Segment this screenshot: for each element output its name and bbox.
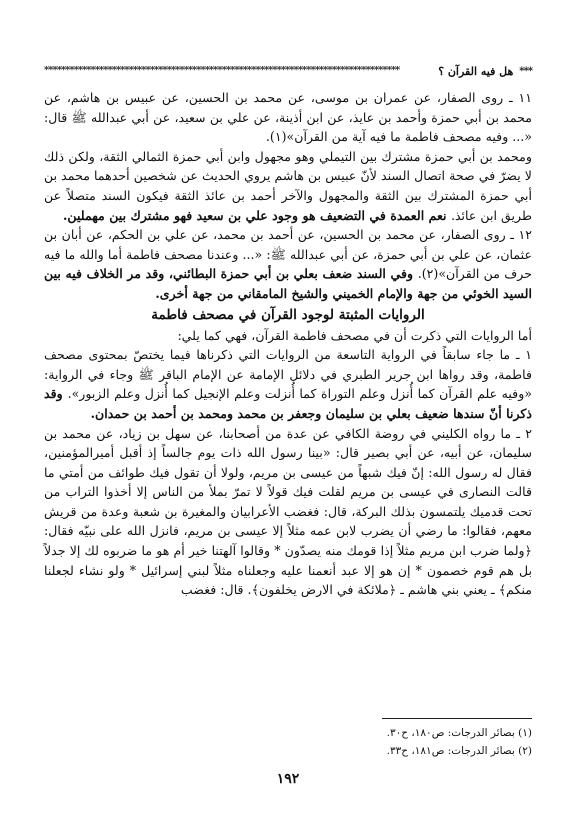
page-number: ١٩٢ [276,771,300,787]
header-stars: ************************************************************************************ [44,66,400,76]
page-body [44,88,532,600]
header-title: هل فيه القرآن ؟ [438,64,514,78]
footnote-1: (١) بصائر الدرجات: ص١٨٠، ح٣٠. [386,727,532,739]
paragraph-11-commentary [44,147,532,225]
narration-1 [44,345,532,423]
paragraph-11-commentary-bold: نعم العمدة في التضعيف هو وجود علي بن سعيد فهو مشترك بين مهملين. [63,207,451,223]
footnote-2: (٢) بصائر الدرجات: ص١٨١، ح٣٣. [386,745,532,757]
narration-1-text: ١ ـ ما جاء سابقاً في الرواية التاسعة من الروايات التي ذكرناها فيما يختصّ بمحتوى مصحف فاطمة، وقد رواها ابن جرير الطبري في دلائل الإمامة عن الإمام الباقر ﷺ وجاء في الرواية: «وفيه علم القرآن كما أُنزل وعلم التوراة كما أُنزلت وعلم الإنجيل كما أُنزل وعلم الزبور». [44,347,532,402]
header-stars-right: *** [519,65,532,77]
running-header [44,62,532,80]
narration-2: ٢ ـ ما رواه الكليني في روضة الكافي عن عدة من أصحابنا، عن سهل بن زياد، عن محمد بن سليمان، عن أبيه، عن أبي بصير قال: «بينا رسول الله ذات يوم جالساً إذ أقبل أميرالمؤمنين، فقال له رسول الله: إنّ فيك شبهاً من عيسى بن مريم، ولولا أن تقول فيك طوائف من أمتي ما قالت النصارى في عيسى بن مريم لقلت فيك قولاً لا تمرّ بملأ من الناس إلا أخذوا التراب من تحت قدميك يلتمسون بذلك البركة، قال: فغضب الأعرابيان والمغيرة بن شعبة وعدة من قريش معهم، فقالوا: ما رضي أن يضرب لابن عمه مثلاً إلا عيسى بن مريم، فانزل الله على نبيّه فقال: ﴿ولما ضرب ابن مريم مثلاً إذا قومك منه يصدّون * وقالوا آلهتنا خير أم هو ما ضربوه لك إلا جدلاً بل هم قوم خصمون * إن هو إلا عبد أنعمنا عليه وجعلناه مثلاً لبني إسرائيل * ولو نشاء لجعلنا منكم﴾ ـ يعني بني هاشم ـ ﴿ملائكة في الارض يخلفون﴾. قال: فغضب [44,425,532,598]
section-heading: الروايات المثبتة لوجود القرآن في مصحف فاطمة [151,306,425,323]
paragraph-11 [44,88,532,147]
narration-1-bold: وقد ذكرنا أنّ سندها ضعيف بعلي بن سليمان وجعفر بن محمد ومحمد بن أحمد بن حمدان. [44,386,532,421]
footnote-divider [382,718,532,719]
paragraph-11-commentary-text: ومحمد بن أبي حمزة مشترك بين التيملي وهو مجهول وابن أبي حمزة الثمالي الثقة، ولكن ذلك لا يضرّ في صحة اتصال السند لأنّ عبيس بن هاشم يروي الحديث عن شخصين أحدهما محمد بن أبي حمزة المشترك بين الثقة والمجهول والآخر أحمد بن عائذ الثقة فيكون السند متصلاً عن طريق ابن عائذ. [44,148,532,223]
section-intro: أما الروايات التي ذكرت أن في مصحف فاطمة القرآن، فهي كما يلي: [177,327,532,343]
paragraph-11-text: ١١ ـ روى الصفار، عن عمران بن موسى، عن محمد بن الحسين، عن عبيس بن هاشم، عن محمد بن أبي حمزة وأحمد بن عايذ، عن ابن أذينة، عن علي بن سعيد، عن أبي عبدالله ﷺ قال: «... وفيه مصحف فاطمة ما فيه آية من القرآن»(١). [44,90,532,145]
paragraph-12 [44,225,532,303]
paragraph-12-text: ١٢ ـ روى الصفار، عن محمد بن الحسين، عن أحمد بن محمد، عن علي بن الحكم، عن أبان بن عثمان، عن علي بن أبي حمزة، عن أبي عبدالله ﷺ: «... وعندنا مصحف فاطمة أما والله ما فيه حرف من القرآن»(٢). [44,227,532,282]
footnotes [44,724,532,760]
paragraph-12-bold: وفي السند ضعف بعلي بن أبي حمزة البطائني، وقد مر الخلاف فيه بين السيد الخوئي من جهة والإمام الخميني والشيخ المامقاني من جهة أخرى. [44,266,532,301]
